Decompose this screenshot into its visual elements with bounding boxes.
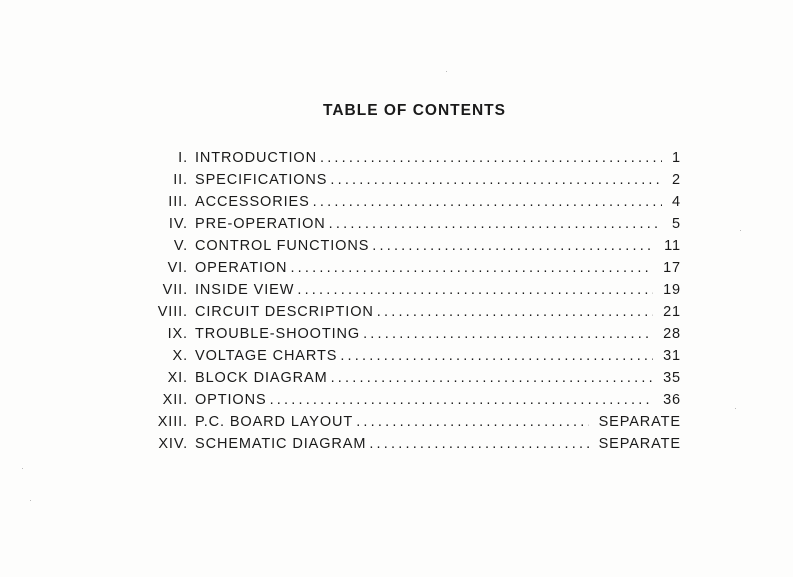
toc-entry-page: SEPARATE: [598, 414, 681, 430]
toc-entry: [140, 389, 685, 411]
toc-entry-numeral: XIV.: [158, 436, 188, 452]
toc-entry-page: 4: [672, 194, 681, 210]
toc-entry-page: 1: [672, 150, 681, 166]
dot-leader: [297, 279, 653, 301]
toc-entry: [140, 279, 685, 301]
toc-entry-label: ACCESSORIES: [195, 194, 310, 210]
scan-speck: [22, 468, 23, 469]
toc-entry-label: OPTIONS: [195, 392, 267, 408]
toc-entry: [140, 169, 685, 191]
toc-entry-page: 31: [663, 348, 681, 364]
toc-entry-leader: [195, 235, 654, 257]
scan-speck: [740, 230, 741, 231]
dot-leader: [356, 411, 589, 433]
toc-entry-label: INTRODUCTION: [195, 150, 317, 166]
dot-leader: [372, 235, 654, 257]
toc-entry: [140, 147, 685, 169]
toc-entry-page: 21: [663, 304, 681, 320]
dot-leader: [330, 169, 662, 191]
toc-entry-numeral: II.: [173, 172, 188, 188]
toc-entry: [140, 323, 685, 345]
toc-entry: [140, 433, 685, 455]
dot-leader: [329, 213, 662, 235]
toc-entry-leader: [195, 367, 653, 389]
toc-entry-leader: [195, 169, 662, 191]
toc-entry-label: SCHEMATIC DIAGRAM: [195, 436, 367, 452]
dot-leader: [290, 257, 653, 279]
toc-entry-label: P.C. BOARD LAYOUT: [195, 414, 354, 430]
toc-entry-label: CIRCUIT DESCRIPTION: [195, 304, 374, 320]
toc-entry: [140, 235, 685, 257]
toc-entry-label: OPERATION: [195, 260, 288, 276]
toc-entry: [140, 411, 685, 433]
toc-entry-leader: [195, 411, 589, 433]
toc-entry: [140, 345, 685, 367]
toc-entry-page: 36: [663, 392, 681, 408]
scan-speck: [30, 500, 31, 501]
toc-entry-label: TROUBLE-SHOOTING: [195, 326, 361, 342]
toc-entry-leader: [195, 213, 662, 235]
toc-entry-label: INSIDE VIEW: [195, 282, 295, 298]
toc-entry: [140, 301, 685, 323]
toc-entry-page: 11: [664, 238, 681, 254]
toc-entry-numeral: I.: [178, 150, 188, 166]
toc-entry: [140, 213, 685, 235]
toc-entry-numeral: IX.: [167, 326, 188, 342]
toc-entry-leader: [195, 191, 662, 213]
toc-entry-page: 19: [663, 282, 681, 298]
scan-speck: [446, 71, 447, 72]
toc-entry-label: PRE-OPERATION: [195, 216, 326, 232]
toc-entry-page: 2: [672, 172, 681, 188]
toc-entry-numeral: VII.: [162, 282, 188, 298]
toc-entry-numeral: XII.: [162, 392, 188, 408]
toc-entry-leader: [195, 147, 662, 169]
toc-entry-numeral: VIII.: [157, 304, 188, 320]
dot-leader: [270, 389, 653, 411]
toc-entry-page: SEPARATE: [598, 436, 681, 452]
dot-leader: [340, 345, 653, 367]
toc-entry-leader: [195, 389, 653, 411]
toc-entry-leader: [195, 345, 653, 367]
toc-entry-label: CONTROL FUNCTIONS: [195, 238, 370, 254]
dot-leader: [313, 191, 662, 213]
toc-entry-numeral: XI.: [167, 370, 188, 386]
toc-entry-label: BLOCK DIAGRAM: [195, 370, 328, 386]
toc-entry: [140, 367, 685, 389]
toc-entry-numeral: X.: [172, 348, 188, 364]
toc-entry-page: 5: [672, 216, 681, 232]
dot-leader: [377, 301, 653, 323]
toc-entry-label: VOLTAGE CHARTS: [195, 348, 338, 364]
toc-entry-page: 17: [663, 260, 681, 276]
page-title: TABLE OF CONTENTS: [323, 102, 506, 119]
scan-speck: [735, 408, 736, 409]
toc-entry: [140, 191, 685, 213]
toc-entry-numeral: XIII.: [157, 414, 188, 430]
toc-entry-leader: [195, 301, 653, 323]
toc-entry-leader: [195, 323, 653, 345]
toc-entry-numeral: IV.: [168, 216, 188, 232]
table-of-contents: [140, 147, 685, 455]
toc-entry-numeral: V.: [173, 238, 188, 254]
toc-entry: [140, 257, 685, 279]
toc-entry-leader: [195, 433, 589, 455]
toc-entry-leader: [195, 257, 653, 279]
dot-leader: [363, 323, 653, 345]
toc-entry-numeral: III.: [168, 194, 188, 210]
dot-leader: [369, 433, 589, 455]
toc-entry-label: SPECIFICATIONS: [195, 172, 328, 188]
toc-entry-page: 35: [663, 370, 681, 386]
toc-entry-numeral: VI.: [167, 260, 188, 276]
toc-entry-page: 28: [663, 326, 681, 342]
toc-entry-leader: [195, 279, 653, 301]
dot-leader: [331, 367, 653, 389]
dot-leader: [320, 147, 662, 169]
